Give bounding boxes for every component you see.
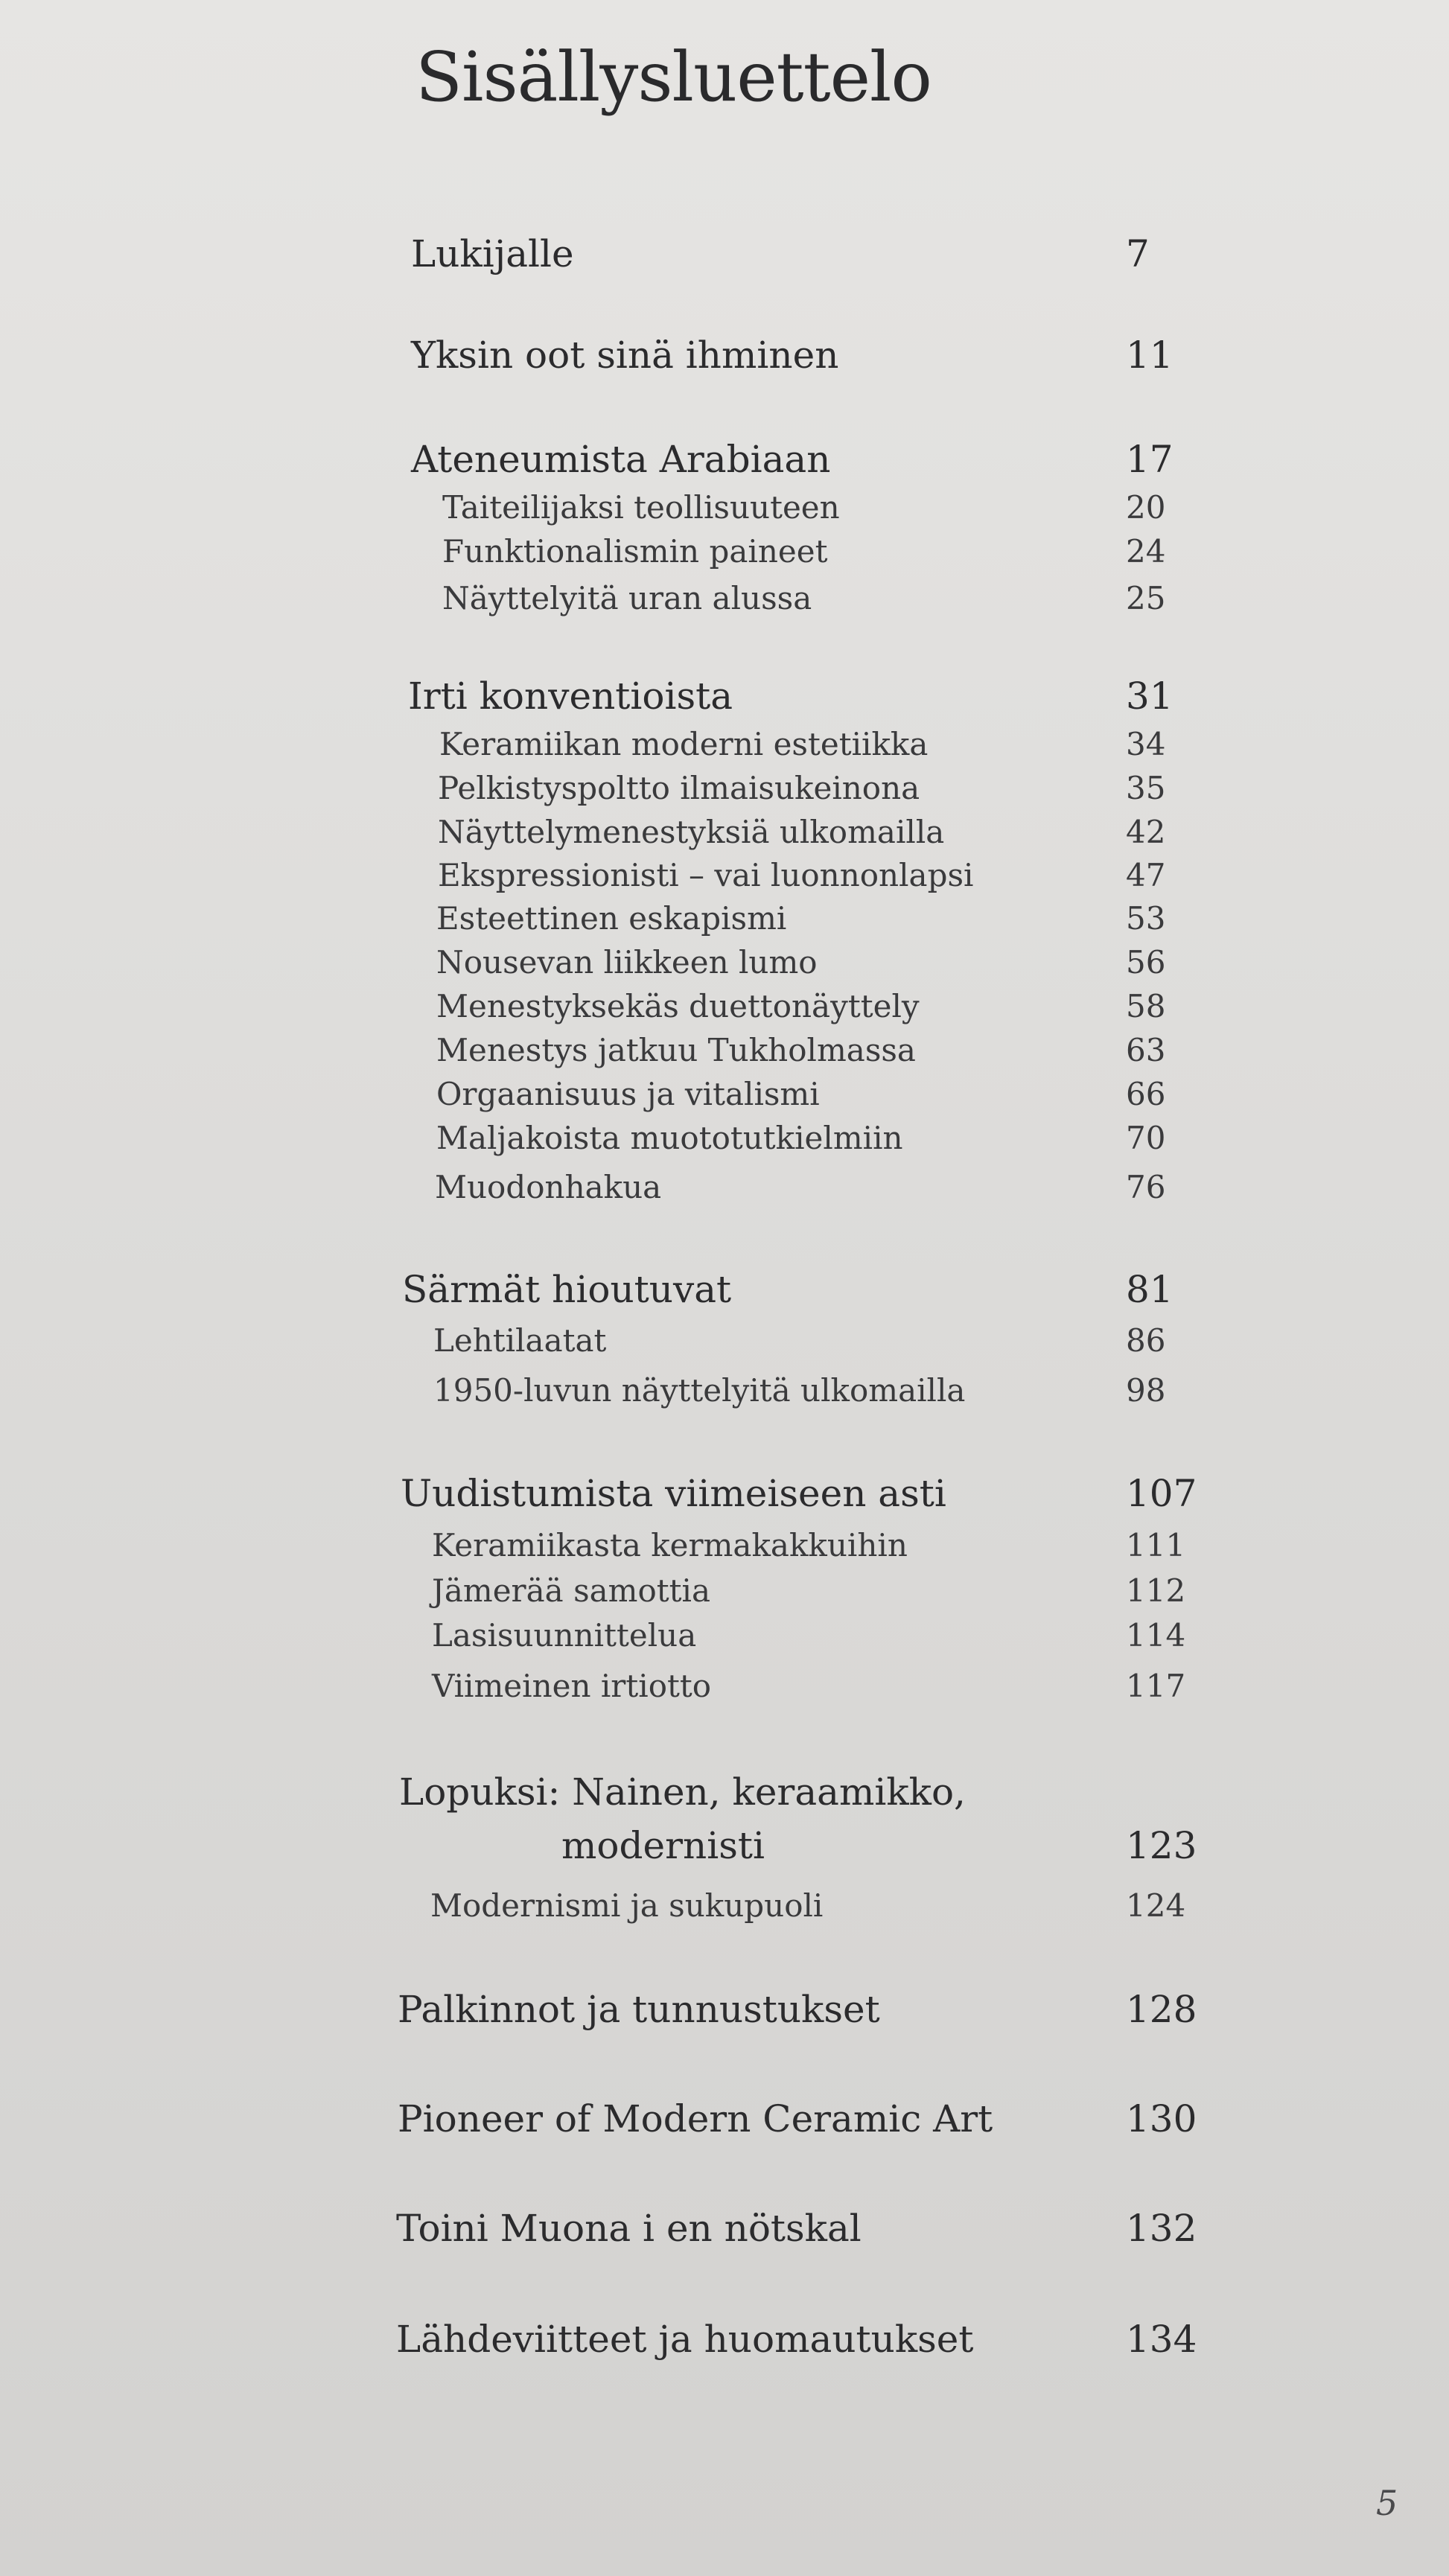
toc-entry-page: 107 bbox=[1126, 1472, 1197, 1515]
toc-entry-title: Irti konventioista bbox=[408, 675, 733, 718]
toc-entry-page: 66 bbox=[1126, 1076, 1166, 1112]
toc-entry-page: 124 bbox=[1126, 1887, 1186, 1924]
toc-entry-page: 86 bbox=[1126, 1322, 1166, 1359]
toc-entry-page: 58 bbox=[1126, 988, 1166, 1024]
toc-section-nayttelyita-uran bbox=[402, 580, 1199, 640]
toc-entry-page: 128 bbox=[1126, 1988, 1197, 2031]
toc-entry-page: 35 bbox=[1126, 770, 1166, 806]
toc-entry-title: Keramiikan moderni estetiikka bbox=[439, 726, 929, 762]
toc-entry-page: 132 bbox=[1126, 2207, 1197, 2250]
toc-entry-title: Orgaanisuus ja vitalismi bbox=[436, 1076, 820, 1112]
toc-entry-title: Viimeinen irtiotto bbox=[432, 1668, 712, 1704]
toc-entry-title: Modernismi ja sukupuoli bbox=[430, 1887, 824, 1924]
toc-entry-page: 130 bbox=[1126, 2097, 1197, 2140]
toc-entry-title-line2: modernisti bbox=[561, 1824, 765, 1867]
toc-entry-lahdeviitteet bbox=[396, 2318, 1199, 2377]
toc-entry-title: Nousevan liikkeen lumo bbox=[436, 944, 818, 981]
page-number: 5 bbox=[1376, 2483, 1398, 2523]
toc-entry-page: 53 bbox=[1126, 900, 1166, 937]
toc-entry-title: Keramiikasta kermakakkuihin bbox=[432, 1527, 908, 1563]
toc-entry-lukijalle bbox=[402, 232, 1199, 292]
toc-chapter-irti bbox=[402, 675, 1199, 734]
toc-section-viimeinen bbox=[402, 1668, 1199, 1727]
toc-entry-title: 1950-luvun näyttelyitä ulkomailla bbox=[433, 1372, 966, 1409]
toc-entry-title: Taiteilijaksi teollisuuteen bbox=[442, 489, 840, 526]
toc-entry-page: 7 bbox=[1126, 232, 1150, 275]
toc-entry-title-line1: Lopuksi: Nainen, keraamikko, bbox=[399, 1770, 966, 1814]
toc-entry-page: 47 bbox=[1126, 857, 1166, 893]
toc-entry-page: 17 bbox=[1126, 438, 1173, 481]
toc-chapter-sarmat bbox=[402, 1268, 1199, 1327]
toc-entry-page: 31 bbox=[1126, 675, 1173, 718]
toc-section-muodonhakua bbox=[402, 1169, 1199, 1228]
toc-chapter-lopuksi bbox=[399, 1770, 1199, 1882]
toc-entry-title: Toini Muona i en nötskal bbox=[396, 2207, 862, 2250]
toc-entry-title: Maljakoista muototutkielmiin bbox=[436, 1120, 903, 1156]
toc-entry-page: 20 bbox=[1126, 489, 1166, 526]
toc-entry-title: Menestys jatkuu Tukholmassa bbox=[436, 1032, 916, 1068]
toc-entry-page: 123 bbox=[1126, 1824, 1197, 1867]
toc-entry-title: Lehtilaatat bbox=[433, 1322, 607, 1359]
toc-entry-palkinnot bbox=[398, 1988, 1199, 2047]
toc-entry-yksin bbox=[402, 334, 1199, 393]
toc-entry-title: Yksin oot sinä ihminen bbox=[411, 334, 839, 377]
toc-section-modernismi bbox=[402, 1887, 1199, 1947]
toc-entry-page: 70 bbox=[1126, 1120, 1166, 1156]
toc-entry-title: Pelkistyspoltto ilmaisukeinona bbox=[438, 770, 920, 806]
toc-entry-page: 63 bbox=[1126, 1032, 1166, 1068]
toc-entry-page: 56 bbox=[1126, 944, 1166, 981]
toc-entry-title: Näyttelymenestyksiä ulkomailla bbox=[438, 814, 945, 850]
toc-entry-title: Palkinnot ja tunnustukset bbox=[398, 1988, 880, 2031]
toc-entry-toini bbox=[396, 2207, 1199, 2266]
toc-entry-title: Lukijalle bbox=[411, 232, 574, 275]
toc-entry-page: 76 bbox=[1126, 1169, 1166, 1205]
toc-entry-title: Muodonhakua bbox=[435, 1169, 662, 1205]
toc-entry-title: Lähdeviitteet ja huomautukset bbox=[396, 2318, 974, 2361]
toc-entry-pioneer bbox=[398, 2097, 1199, 2157]
toc-chapter-ateneumista bbox=[402, 438, 1199, 497]
toc-entry-page: 11 bbox=[1126, 334, 1173, 377]
toc-entry-title: Särmät hioutuvat bbox=[402, 1268, 732, 1311]
toc-entry-title: Ekspressionisti – vai luonnonlapsi bbox=[438, 857, 974, 893]
toc-entry-page: 24 bbox=[1126, 533, 1166, 570]
toc-entry-page: 25 bbox=[1126, 580, 1166, 616]
toc-entry-title: Esteettinen eskapismi bbox=[436, 900, 787, 937]
toc-entry-page: 111 bbox=[1126, 1527, 1186, 1563]
toc-entry-title: Funktionalismin paineet bbox=[442, 533, 828, 570]
toc-entry-title: Uudistumista viimeiseen asti bbox=[401, 1472, 946, 1515]
toc-entry-page: 98 bbox=[1126, 1372, 1166, 1409]
toc-entry-title: Menestyksekäs duettonäyttely bbox=[436, 988, 920, 1024]
toc-entry-title: Lasisuunnittelua bbox=[432, 1617, 697, 1654]
toc-entry-page: 134 bbox=[1126, 2318, 1197, 2361]
toc-entry-page: 114 bbox=[1126, 1617, 1186, 1654]
toc-entry-page: 42 bbox=[1126, 814, 1166, 850]
toc-chapter-uudistumista bbox=[402, 1472, 1199, 1531]
toc-entry-page: 112 bbox=[1126, 1572, 1186, 1609]
toc-entry-title: Näyttelyitä uran alussa bbox=[442, 580, 812, 616]
toc-entry-page: 117 bbox=[1126, 1668, 1186, 1704]
toc-entry-page: 81 bbox=[1126, 1268, 1173, 1311]
toc-entry-page: 34 bbox=[1126, 726, 1166, 762]
toc-entry-title: Ateneumista Arabiaan bbox=[411, 438, 831, 481]
page-title: Sisällysluettelo bbox=[415, 37, 932, 117]
toc-section-1950-luvun bbox=[402, 1372, 1199, 1432]
toc-entry-title: Jämerää samottia bbox=[432, 1572, 711, 1609]
toc-entry-title: Pioneer of Modern Ceramic Art bbox=[398, 2097, 993, 2140]
